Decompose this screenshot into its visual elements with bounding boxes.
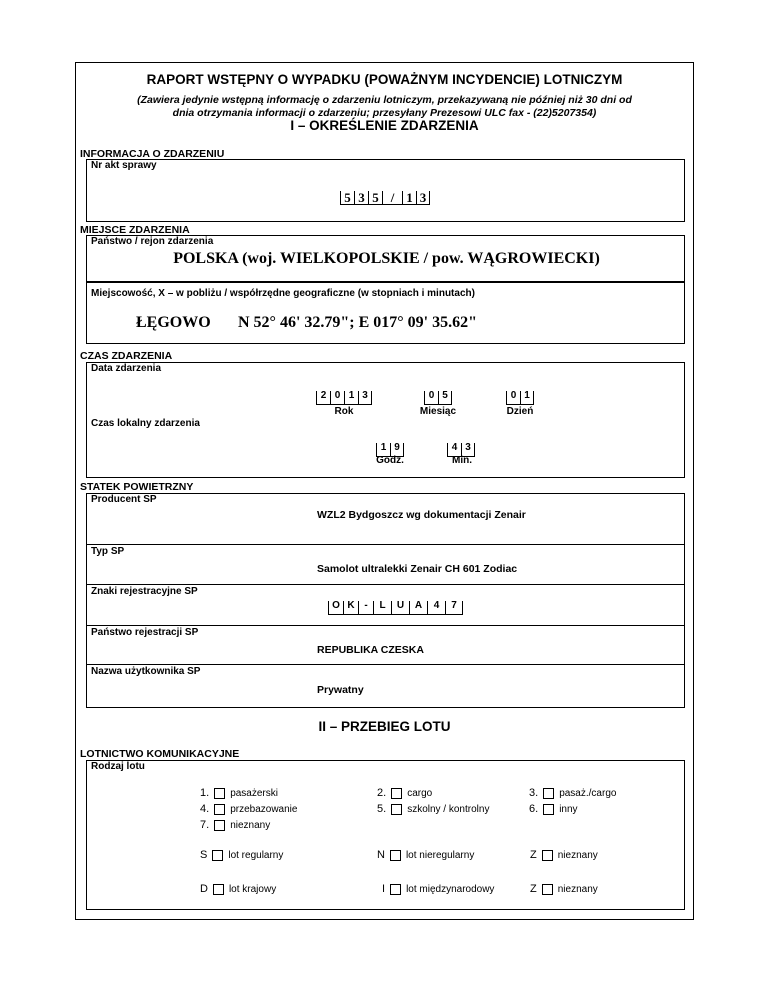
hour-caption: Godz. — [376, 455, 404, 466]
aircraft-heading: STATEK POWIETRZNY — [80, 481, 194, 493]
form-subtitle — [75, 94, 694, 120]
commercial-aviation-heading: LOTNICTWO KOMUNIKACYJNE — [80, 748, 240, 760]
form-title: RAPORT WSTĘPNY O WYPADKU (POWAŻNYM INCYDENCIE) LOTNICZYM — [146, 72, 623, 87]
time-heading: CZAS ZDARZENIA — [80, 350, 173, 362]
registration-country-label: Państwo rejestracji SP — [91, 627, 199, 638]
registration-label: Znaki rejestracyjne SP — [91, 586, 198, 597]
option-label: pasaż./cargo — [559, 787, 617, 799]
case-digit: 3 — [354, 191, 368, 205]
type-label: Typ SP — [91, 546, 125, 557]
option-label: inny — [559, 803, 578, 815]
year-caption: Rok — [334, 406, 354, 417]
date-label: Data zdarzenia — [91, 363, 162, 374]
producer-value: WZL2 Bydgoszcz wg dokumentacji Zenair — [317, 509, 526, 521]
checkbox[interactable] — [390, 884, 401, 895]
option-number: 1. — [200, 787, 210, 799]
option-ferry[interactable] — [200, 803, 297, 815]
case-number-box — [86, 159, 685, 222]
option-training[interactable] — [377, 803, 489, 815]
year-digit: 3 — [358, 391, 372, 405]
type-value: Samolot ultralekki Zenair CH 601 Zodiac — [317, 563, 518, 575]
option-label: cargo — [407, 787, 433, 799]
checkbox[interactable] — [542, 850, 553, 861]
checkbox[interactable] — [391, 788, 402, 799]
operator-value: Prywatny — [317, 684, 364, 696]
option-passenger-cargo[interactable] — [529, 787, 616, 799]
hour-digit: 9 — [390, 443, 404, 457]
option-scheduled[interactable] — [200, 849, 283, 861]
registration-char: 4 — [427, 601, 445, 615]
checkbox[interactable] — [214, 804, 225, 815]
divider — [87, 625, 684, 626]
place-heading: MIEJSCE ZDARZENIA — [80, 224, 190, 236]
checkbox[interactable] — [214, 820, 225, 831]
option-schedule-unknown[interactable] — [530, 849, 598, 861]
option-unknown[interactable] — [200, 819, 270, 831]
option-label: pasażerski — [230, 787, 278, 799]
option-number: 5. — [377, 803, 387, 815]
year-cells — [316, 391, 372, 405]
option-number: 7. — [200, 819, 210, 831]
town-value: ŁĘGOWO — [136, 314, 211, 331]
divider — [87, 584, 684, 585]
info-heading: INFORMACJA O ZDARZENIU — [80, 148, 225, 160]
subtitle-line-2: dnia otrzymania informacji o zdarzeniu; przesyłany Prezesowi ULC fax - (22)5207354) — [172, 107, 597, 119]
aircraft-box — [86, 493, 685, 708]
checkbox[interactable] — [214, 788, 225, 799]
case-digit: 1 — [402, 191, 416, 205]
registration-country-value: REPUBLIKA CZESKA — [317, 644, 424, 656]
option-international[interactable] — [382, 883, 494, 895]
minute-digit: 3 — [461, 443, 475, 457]
option-non-scheduled[interactable] — [377, 849, 474, 861]
month-cells — [424, 391, 452, 405]
part-2-title: II – PRZEBIEG LOTU — [318, 719, 451, 734]
producer-label: Producent SP — [91, 494, 157, 505]
option-label: lot nieregularny — [405, 849, 475, 861]
year-digit: 2 — [316, 391, 330, 405]
option-label: szkolny / kontrolny — [407, 803, 490, 815]
checkbox[interactable] — [391, 804, 402, 815]
country-box — [86, 235, 685, 282]
case-separator: / — [382, 191, 402, 205]
checkbox[interactable] — [543, 804, 554, 815]
checkbox[interactable] — [543, 788, 554, 799]
option-number: 6. — [529, 803, 539, 815]
option-label: nieznany — [230, 819, 271, 831]
date-box — [86, 362, 685, 478]
month-caption: Miesiąc — [419, 406, 457, 417]
checkbox[interactable] — [212, 850, 223, 861]
location-label: Miejscowość, X – w pobliżu / współrzędne geograficzne (w stopniach i minutach) — [91, 288, 475, 299]
registration-char: 7 — [445, 601, 463, 615]
day-cells — [506, 391, 534, 405]
coordinates-value: N 52° 46' 32.79"; E 017° 09' 35.62" — [238, 314, 478, 331]
hour-digit: 1 — [376, 443, 390, 457]
checkbox[interactable] — [542, 884, 553, 895]
registration-char: A — [409, 601, 427, 615]
option-label: lot krajowy — [228, 883, 277, 895]
option-number: 3. — [529, 787, 539, 799]
option-label: lot międzynarodowy — [406, 883, 495, 895]
option-label: nieznany — [557, 849, 598, 861]
minute-caption: Min. — [452, 455, 472, 466]
option-code: I — [382, 883, 386, 895]
flight-type-label: Rodzaj lotu — [91, 761, 145, 772]
year-digit: 1 — [344, 391, 358, 405]
option-domestic[interactable] — [200, 883, 276, 895]
option-cargo[interactable] — [377, 787, 432, 799]
day-caption: Dzień — [506, 406, 534, 417]
operator-label: Nazwa użytkownika SP — [91, 666, 201, 677]
option-code: S — [200, 849, 208, 861]
registration-char: U — [391, 601, 409, 615]
option-code: N — [377, 849, 385, 861]
country-label: Państwo / rejon zdarzenia — [91, 236, 214, 247]
case-digit: 5 — [368, 191, 382, 205]
country-value: POLSKA (woj. WIELKOPOLSKIE / pow. WĄGROWIECKI) — [173, 250, 600, 267]
subtitle-line-1: (Zawiera jedynie wstępną informację o zdarzeniu lotniczym, przekazywaną nie później niż 30 dni od — [137, 94, 632, 106]
option-passenger[interactable] — [200, 787, 278, 799]
month-digit: 5 — [438, 391, 452, 405]
location-box — [86, 282, 685, 344]
option-code: Z — [530, 849, 537, 861]
option-label: przebazowanie — [230, 803, 298, 815]
day-digit: 1 — [520, 391, 534, 405]
registration-char: K — [343, 601, 358, 615]
day-digit: 0 — [506, 391, 520, 405]
option-label: nieznany — [557, 883, 598, 895]
month-digit: 0 — [424, 391, 438, 405]
registration-char: O — [328, 601, 343, 615]
option-number: 4. — [200, 803, 210, 815]
minute-digit: 4 — [447, 443, 461, 457]
part-1-title: I – OKREŚLENIE ZDARZENIA — [290, 118, 479, 133]
year-digit: 0 — [330, 391, 344, 405]
case-digit: 5 — [340, 191, 354, 205]
registration-char: L — [373, 601, 391, 615]
checkbox[interactable] — [213, 884, 224, 895]
case-number-cells — [340, 191, 430, 205]
option-number: 2. — [377, 787, 387, 799]
registration-char: - — [358, 601, 373, 615]
option-code: D — [200, 883, 208, 895]
option-label: lot regularny — [228, 849, 284, 861]
local-time-label: Czas lokalny zdarzenia — [91, 418, 200, 429]
case-digit: 3 — [416, 191, 430, 205]
option-route-unknown[interactable] — [530, 883, 598, 895]
divider — [87, 544, 684, 545]
checkbox[interactable] — [390, 850, 401, 861]
divider — [87, 664, 684, 665]
flight-type-box — [86, 760, 685, 910]
registration-cells — [328, 601, 463, 615]
option-other[interactable] — [529, 803, 578, 815]
option-code: Z — [530, 883, 537, 895]
case-number-label: Nr akt sprawy — [91, 160, 157, 171]
